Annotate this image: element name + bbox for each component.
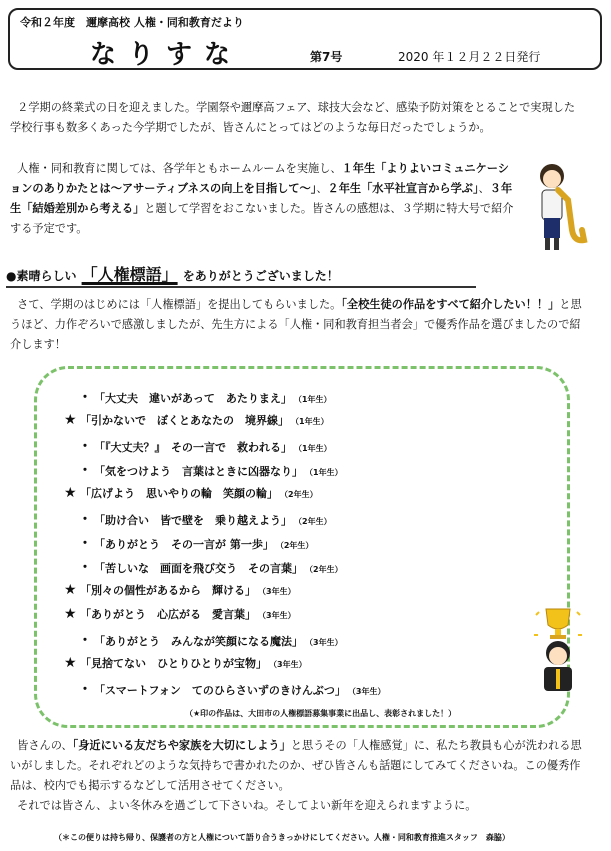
intro-paragraph-2: 人権・同和教育に関しては、各学年ともホームルームを実施し、１年生「よりよいコミュニケーションのありかたとは～アサーティブネスの向上を目指して～」、２年生「水平社宣言から学ぶ」、３年生「結婚差別から考える」と題して学習をおこないました。皆さんの感想は、３学期に特大号で紹介する予定です。	[10, 162, 514, 235]
section-heading: ●素晴らしい 「人権標語」 をありがとうございました！	[6, 262, 476, 286]
slogan-item: ★ 「見捨てない ひとりひとりが宝物」 （3年生）	[64, 655, 307, 671]
intro-paragraph-1: ２学期の終業式の日を迎えました。学園祭や邇摩高フェア、球技大会など、感染予防対策をとることで実現した学校行事も数多くあった今学期でしたが、皆さんにとってはどのような毎日だったでしょうか。	[10, 101, 576, 134]
saxophone-student-illustration	[528, 160, 588, 255]
slogan-item: ・ 「ありがとう その一言が 第一歩」 （2年生）	[78, 536, 314, 552]
award-note: （★印の作品は、大田市の人権標語募集事業に出品し、表彰されました！）	[185, 709, 457, 718]
slogan-item: ★ 「引かないで ぼくとあなたの 境界線」 （1年生）	[64, 412, 329, 428]
closing-paragraph: 皆さんの、「身近にいる友だちや家族を大切にしよう」と思うその「人権感覚」に、私たち教員も心が洗われる思いがしました。それぞれどのような気持ちで書かれたのか、ぜひ皆さんも話題にしてみてくださいね。この優秀作品は、校内でも掲示するなどして活用させてください。 それでは皆さん、よい冬休みを過ごして下さいね。そしてよい新年を迎えられますように。	[10, 739, 582, 812]
slogan-item: ・ 「大丈夫 違いがあって あたりまえ」 （1年生）	[78, 390, 332, 406]
newsletter-title: なりすな	[90, 40, 243, 70]
slogan-item: ★ 「広げよう 思いやりの輪 笑顔の輪」 （2年生）	[64, 485, 318, 501]
newsletter-header	[8, 8, 602, 70]
slogan-item: ・ 「気をつけよう 言葉はときに凶器なり」 （1年生）	[78, 463, 343, 479]
slogan-item: ・ 「ありがとう みんなが笑顔になる魔法」 （3年生）	[78, 633, 343, 649]
section-title: 「人権標語」	[81, 265, 178, 284]
footer-note: （＊この便りは持ち帰り、保護者の方と人権について語り合うきっかけにしてください。人権・同和教育推進スタッフ 森脇）	[54, 833, 510, 842]
trophy-student-illustration	[528, 605, 588, 695]
slogan-item: ・ 「『大丈夫？』 その一言で 救われる」 （1年生）	[78, 439, 332, 455]
section-underline	[6, 286, 476, 288]
issue-number: 第7号	[310, 50, 343, 64]
slogan-item: ・ 「苦しいな 画面を飛び交う その言葉」 （2年生）	[78, 560, 343, 576]
header-school-line: 令和２年度 邇摩高校 人権・同和教育だより	[20, 16, 244, 29]
slogan-item: ★ 「ありがとう 心広がる 愛言葉」 （3年生）	[64, 606, 296, 622]
slogan-intro-paragraph: さて、学期のはじめには「人権標語」を提出してもらいました。「全校生徒の作品をすべて紹介したい！！」と思うほど、力作ぞろいで感激しましたが、先生方による「人権・同和教育担当者会」で優秀作品を選びましたので紹介します！	[10, 298, 582, 351]
slogan-item: ★ 「別々の個性があるから 輝ける」 （3年生）	[64, 582, 296, 598]
slogan-item: ・ 「スマートフォン てのひらさいずのきけんぶつ」 （3年生）	[78, 682, 386, 698]
issue-date: 2020 年１２月２２日発行	[398, 50, 541, 64]
slogan-item: ・ 「助け合い 皆で壁を 乗り越えよう」 （2年生）	[78, 512, 332, 528]
